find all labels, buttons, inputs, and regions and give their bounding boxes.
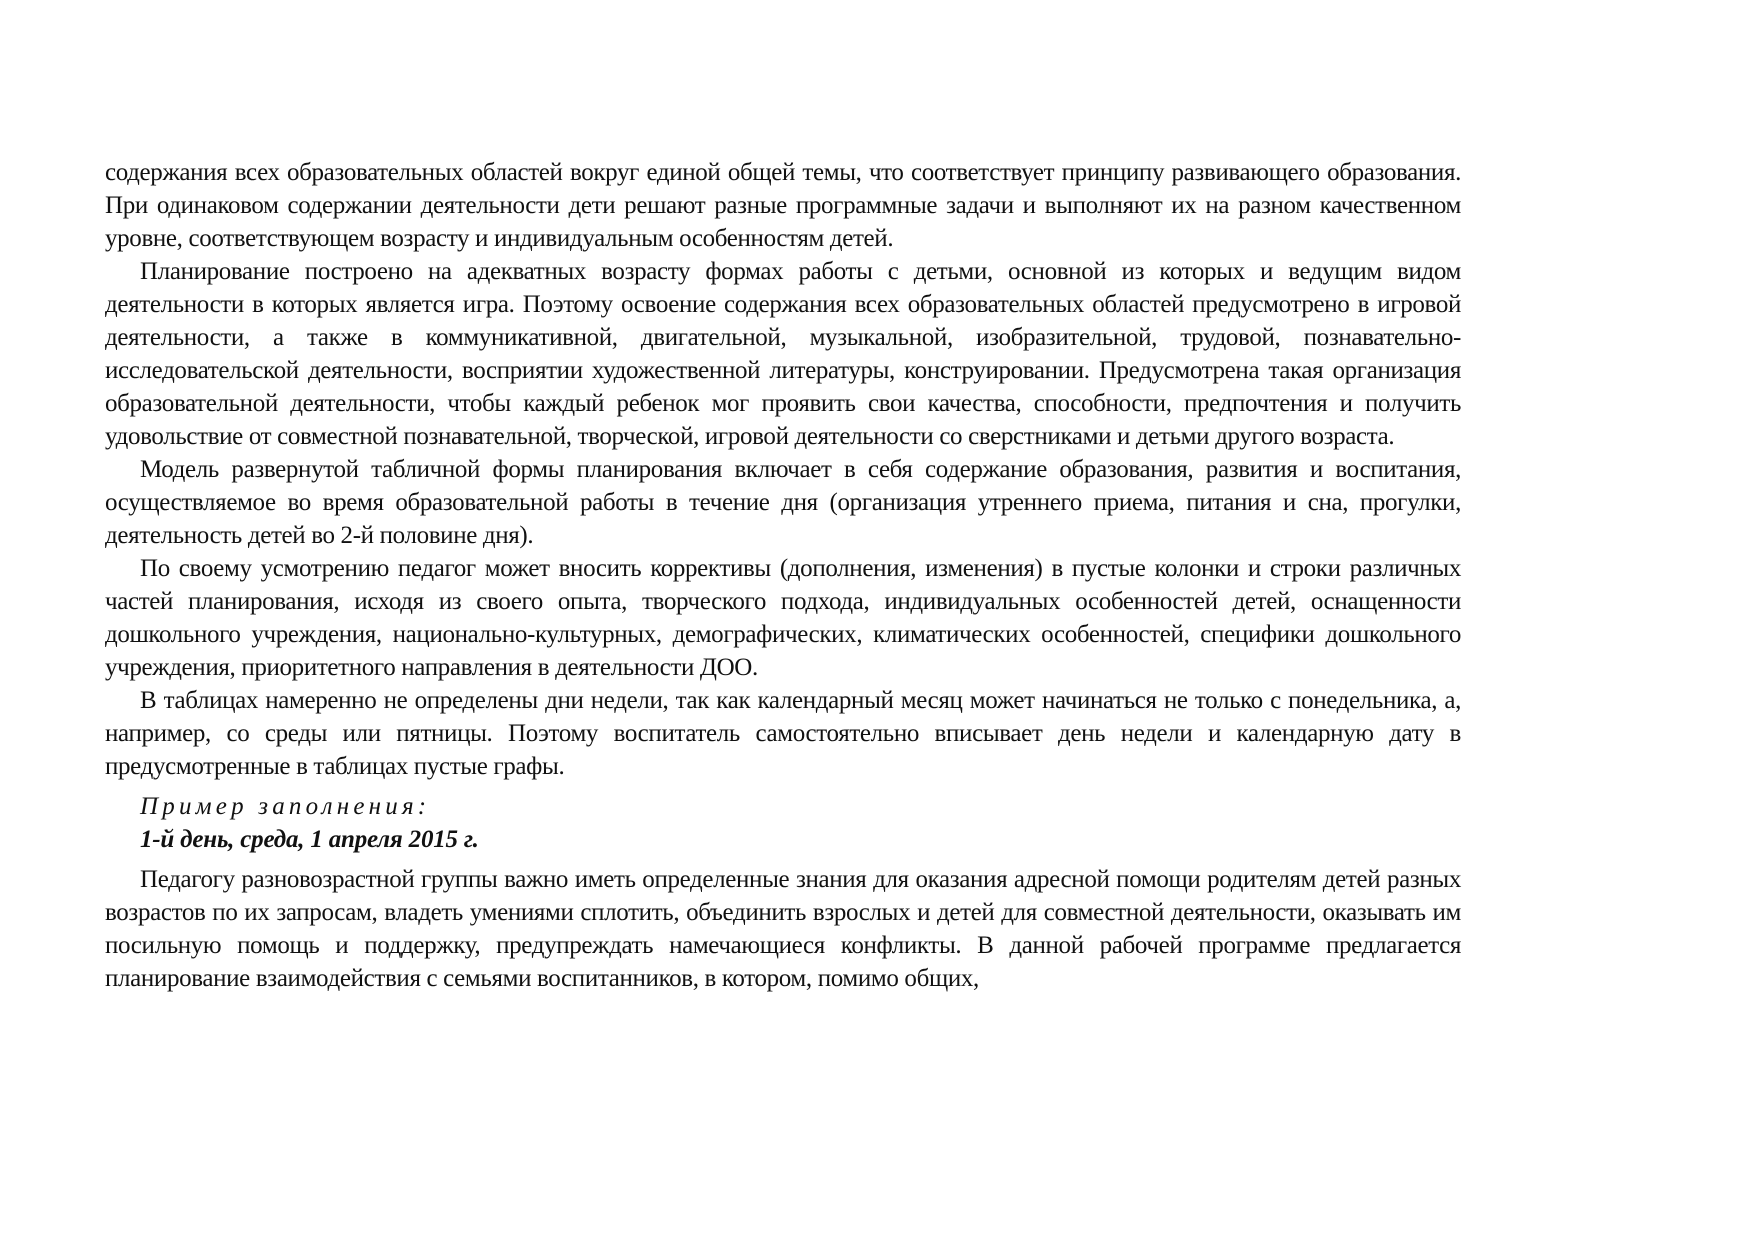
example-block: [105, 790, 1461, 856]
example-label: Пример заполнения:: [140, 793, 431, 820]
document-page: [105, 156, 1461, 995]
paragraph-table-model: Модель развернутой табличной формы планирования включает в себя содержание образования, развития и воспитания, осуществляемое во время образовательной работы в течение дня (организация утреннего приема, питания и сна, прогулки, деятельность детей во 2-й половине дня).: [105, 456, 1461, 549]
paragraph-teacher-adjustments: По своему усмотрению педагог может вносить коррективы (дополнения, изменения) в пустые колонки и строки различных частей планирования, исходя из своего опыта, творческого подхода, индивидуальных особенностей детей, оснащенности дошкольного учреждения, национально-культурных, демографических, климатических особенностей, специфики дошкольного учреждения, приоритетного направления в деятельности ДОО.: [105, 555, 1461, 681]
paragraph-family-interaction: Педагогу разновозрастной группы важно иметь определенные знания для оказания адресной помощи родителям детей разных возрастов по их запросам, владеть умениями сплотить, объединить взрослых и детей для совместной деятельности, оказывать им посильную помощь и поддержку, предупреждать намечающиеся конфликты. В данной рабочей программе предлагается планирование взаимодействия с семьями воспитанников, в котором, помимо общих,: [105, 866, 1461, 992]
paragraph-planning-forms: Планирование построено на адекватных возрасту формах работы с детьми, основной из которых и ведущим видом деятельности в которых является игра. Поэтому освоение содержания всех образовательных областей предусмотрено в игровой деятельности, а также в коммуникативной, двигательной, музыкальной, изобразительной, трудовой, познавательно-исследовательской деятельности, восприятии художественной литературы, конструировании. Предусмотрена такая организация образовательной деятельности, чтобы каждый ребенок мог проявить свои качества, способности, предпочтения и получить удовольствие от совместной познавательной, творческой, игровой деятельности со сверстниками и детьми другого возраста.: [105, 258, 1461, 450]
example-date-line: 1-й день, среда, 1 апреля 2015 г.: [140, 826, 479, 853]
paragraph-thematic-content: содержания всех образовательных областей вокруг единой общей темы, что соответствует принципу развивающего образования. При одинаковом содержании деятельности дети решают разные программные задачи и выполняют их на разном качественном уровне, соответствующем возрасту и индивидуальным особенностям детей.: [105, 159, 1461, 252]
paragraph-weekdays-note: В таблицах намеренно не определены дни недели, так как календарный месяц может начинаться не только с понедельника, а, например, со среды или пятницы. Поэтому воспитатель самостоятельно вписывает день недели и календарную дату в предусмотренные в таблицах пустые графы.: [105, 687, 1461, 780]
